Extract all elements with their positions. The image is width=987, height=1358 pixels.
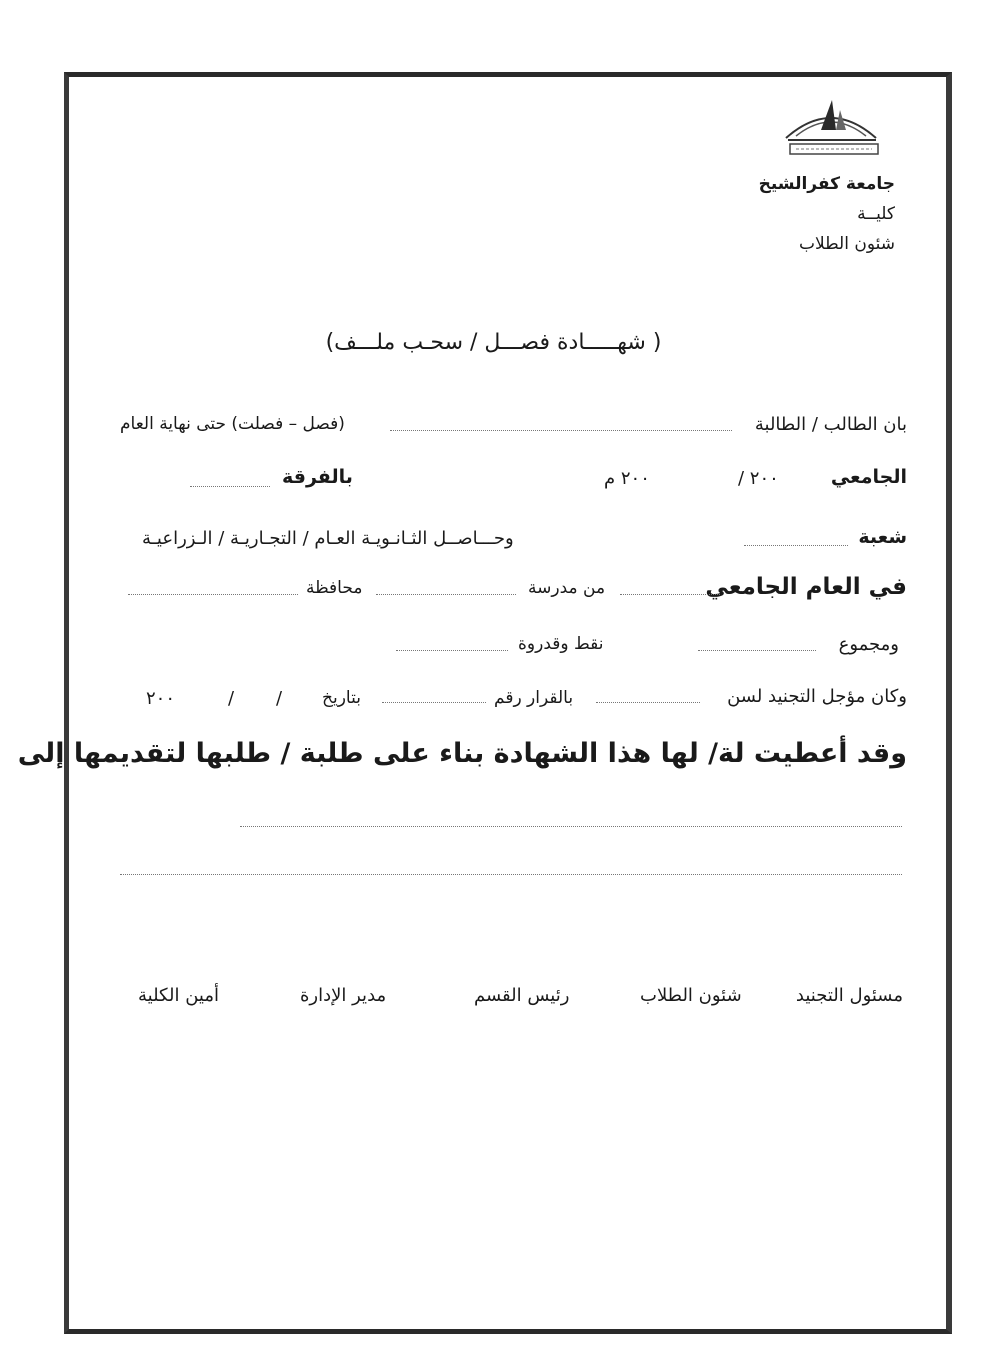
recipient-line-2 xyxy=(120,874,902,875)
date-slash-2: / xyxy=(228,688,235,709)
date-year: ٢٠٠ xyxy=(146,688,176,709)
academic-label: الجامعي xyxy=(830,466,907,488)
date-slash-1: / xyxy=(276,688,283,709)
year-field xyxy=(620,594,720,595)
year-label: في العام الجامعي xyxy=(705,574,907,600)
year-end: ٢٠٠ م xyxy=(604,468,650,489)
statement-text: وقد أعطيت لة/ لها هذا الشهادة بناء على طلبة / طلبها لتقديمها إلى xyxy=(17,738,907,769)
university-name: جامعة كفرالشيخ xyxy=(758,174,895,194)
level-label: بالفرقة xyxy=(282,466,353,488)
governorate-field xyxy=(128,594,298,595)
signature-admin-director: مدير الإدارة xyxy=(300,985,387,1006)
school-label: من مدرسة xyxy=(528,578,606,598)
total-label: ومجموع xyxy=(838,634,899,655)
date-label: بتاريخ xyxy=(322,688,361,708)
total-field xyxy=(698,650,816,651)
decision-label: بالقرار رقم xyxy=(494,688,574,708)
university-logo xyxy=(776,88,886,160)
grades-field xyxy=(396,650,508,651)
faculty-label: كليــة xyxy=(857,204,895,224)
deferral-label: وكان مؤجل التجنيد لسن xyxy=(727,686,907,707)
grades-label: نقط وقدروة xyxy=(518,634,604,654)
branch-label: شعبة xyxy=(858,526,907,548)
signature-department-head: رئيس القسم xyxy=(474,985,570,1006)
level-field xyxy=(190,486,270,487)
signature-student-affairs: شئون الطلاب xyxy=(640,985,742,1006)
branch-field xyxy=(744,545,848,546)
document-title: ( شهـــــادة فصـــل / سحـب ملـــف) xyxy=(325,330,662,355)
school-field xyxy=(376,594,516,595)
student-name-field xyxy=(390,430,732,431)
signature-faculty-secretary: أمين الكلية xyxy=(138,985,219,1006)
signature-conscription-officer: مسئول التجنيد xyxy=(795,985,903,1006)
decision-field xyxy=(382,702,486,703)
governorate-label: محافظة xyxy=(306,578,363,598)
deferral-field xyxy=(596,702,700,703)
department-name: شئون الطلاب xyxy=(798,234,895,254)
year-start: ٢٠٠ / xyxy=(738,468,779,489)
dismissed-text: (فصل – فصلت) حتى نهاية العام xyxy=(120,414,345,434)
student-label: بان الطالب / الطالبة xyxy=(754,414,907,435)
recipient-line-1 xyxy=(240,826,902,827)
secondary-types: وحـــاصــل الثـانـويـة العـام / التجـاريـة / الـزراعيـة xyxy=(142,528,514,549)
